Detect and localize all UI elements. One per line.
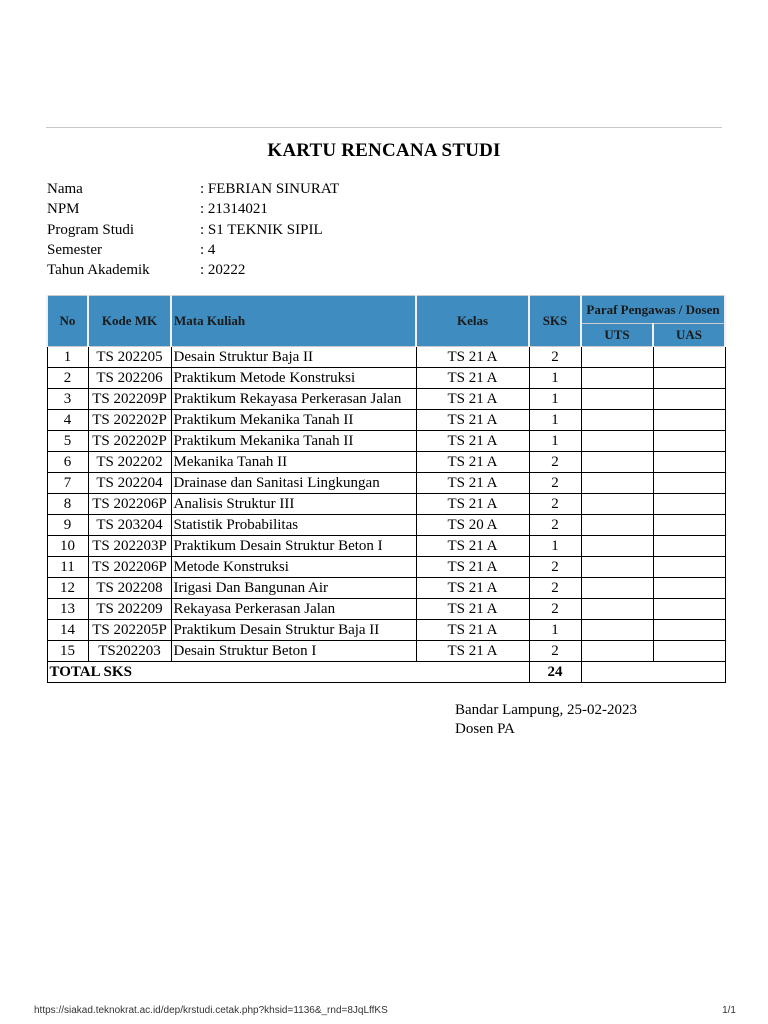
- cell-uas-signature: [653, 410, 725, 431]
- cell-kode-mk: TS 202203P: [88, 536, 171, 557]
- print-footer: [34, 1005, 736, 1016]
- cell-uas-signature: [653, 452, 725, 473]
- cell-sks: 1: [529, 536, 581, 557]
- cell-sks: 2: [529, 641, 581, 662]
- cell-uts-signature: [581, 452, 653, 473]
- info-label: Nama: [47, 181, 83, 197]
- cell-no: 3: [47, 389, 88, 410]
- table-row: [47, 515, 725, 536]
- info-row: [47, 260, 339, 280]
- cell-mata-kuliah: Desain Struktur Beton I: [171, 641, 416, 662]
- top-divider: [46, 127, 722, 128]
- cell-uas-signature: [653, 557, 725, 578]
- cell-kelas: TS 21 A: [416, 473, 529, 494]
- info-row: [47, 240, 339, 260]
- cell-mata-kuliah: Mekanika Tanah II: [171, 452, 416, 473]
- table-row: [47, 473, 725, 494]
- cell-sks: 1: [529, 389, 581, 410]
- info-value: : FEBRIAN SINURAT: [200, 181, 340, 197]
- cell-mata-kuliah: Rekayasa Perkerasan Jalan: [171, 599, 416, 620]
- header-sks: SKS: [529, 296, 581, 347]
- cell-mata-kuliah: Desain Struktur Baja II: [171, 347, 416, 368]
- cell-kelas: TS 21 A: [416, 389, 529, 410]
- header-paraf: Paraf Pengawas / Dosen: [581, 296, 725, 324]
- cell-sks: 2: [529, 347, 581, 368]
- cell-uts-signature: [581, 368, 653, 389]
- table-row: [47, 431, 725, 452]
- cell-sks: 2: [529, 515, 581, 536]
- header-mata-kuliah: Mata Kuliah: [171, 296, 416, 347]
- cell-no: 1: [47, 347, 88, 368]
- cell-mata-kuliah: Praktikum Rekayasa Perkerasan Jalan: [171, 389, 416, 410]
- cell-kode-mk: TS 202205P: [88, 620, 171, 641]
- cell-no: 10: [47, 536, 88, 557]
- cell-kelas: TS 21 A: [416, 452, 529, 473]
- cell-uts-signature: [581, 347, 653, 368]
- info-value: : 20222: [200, 262, 246, 279]
- cell-kode-mk: TS 202205: [88, 347, 171, 368]
- cell-uas-signature: [653, 368, 725, 389]
- cell-no: 2: [47, 368, 88, 389]
- cell-sks: 1: [529, 431, 581, 452]
- cell-sks: 2: [529, 473, 581, 494]
- info-value: : 21314021: [200, 201, 268, 218]
- cell-kode-mk: TS 202209P: [88, 389, 171, 410]
- cell-uts-signature: [581, 557, 653, 578]
- info-label: Tahun Akademik: [47, 262, 150, 279]
- info-value: : S1 TEKNIK SIPIL: [200, 221, 323, 238]
- course-table: [46, 295, 726, 683]
- cell-no: 13: [47, 599, 88, 620]
- cell-mata-kuliah: Drainase dan Sanitasi Lingkungan: [171, 473, 416, 494]
- cell-uas-signature: [653, 515, 725, 536]
- table-row: [47, 410, 725, 431]
- cell-kode-mk: TS 203204: [88, 515, 171, 536]
- header-kode-mk: Kode MK: [88, 296, 171, 347]
- header-uts: UTS: [581, 324, 653, 347]
- cell-mata-kuliah: Metode Konstruksi: [171, 557, 416, 578]
- cell-kode-mk: TS 202204: [88, 473, 171, 494]
- info-label: Program Studi: [47, 221, 135, 238]
- table-row: [47, 368, 725, 389]
- cell-kelas: TS 21 A: [416, 431, 529, 452]
- cell-uas-signature: [653, 347, 725, 368]
- info-value: : 4: [200, 241, 216, 258]
- cell-kelas: TS 21 A: [416, 599, 529, 620]
- cell-kelas: TS 20 A: [416, 515, 529, 536]
- table-row: [47, 599, 725, 620]
- cell-no: 14: [47, 620, 88, 641]
- student-info: [47, 179, 339, 280]
- cell-uas-signature: [653, 620, 725, 641]
- cell-kode-mk: TS 202206: [88, 368, 171, 389]
- cell-uas-signature: [653, 641, 725, 662]
- cell-sks: 2: [529, 452, 581, 473]
- info-label: NPM: [47, 201, 80, 218]
- cell-uas-signature: [653, 536, 725, 557]
- cell-uts-signature: [581, 431, 653, 452]
- table-row: [47, 641, 725, 662]
- cell-uts-signature: [581, 473, 653, 494]
- cell-kode-mk: TS 202209: [88, 599, 171, 620]
- cell-no: 4: [47, 410, 88, 431]
- cell-uts-signature: [581, 494, 653, 515]
- cell-uas-signature: [653, 473, 725, 494]
- cell-kelas: TS 21 A: [416, 410, 529, 431]
- cell-uts-signature: [581, 410, 653, 431]
- footer-url: https://siakad.teknokrat.ac.id/dep/krstudi.cetak.php?khsid=1136&_rnd=8JqLffKS: [34, 1005, 388, 1016]
- cell-sks: 1: [529, 368, 581, 389]
- cell-mata-kuliah: Praktikum Mekanika Tanah II: [171, 431, 416, 452]
- cell-uas-signature: [653, 431, 725, 452]
- cell-kelas: TS 21 A: [416, 578, 529, 599]
- cell-sks: 2: [529, 599, 581, 620]
- cell-kelas: TS 21 A: [416, 641, 529, 662]
- table-row: [47, 347, 725, 368]
- signature-block: [455, 701, 637, 739]
- cell-uts-signature: [581, 536, 653, 557]
- total-value: 24: [529, 662, 581, 683]
- cell-no: 12: [47, 578, 88, 599]
- table-row: [47, 620, 725, 641]
- header-kelas: Kelas: [416, 296, 529, 347]
- cell-uts-signature: [581, 578, 653, 599]
- cell-no: 11: [47, 557, 88, 578]
- total-label: TOTAL SKS: [47, 662, 529, 683]
- cell-mata-kuliah: Praktikum Metode Konstruksi: [171, 368, 416, 389]
- header-no: No: [47, 296, 88, 347]
- cell-no: 6: [47, 452, 88, 473]
- cell-mata-kuliah: Praktikum Mekanika Tanah II: [171, 410, 416, 431]
- cell-kode-mk: TS 202208: [88, 578, 171, 599]
- cell-kode-mk: TS 202206P: [88, 494, 171, 515]
- cell-kode-mk: TS 202202: [88, 452, 171, 473]
- total-row: [47, 662, 725, 683]
- cell-mata-kuliah: Statistik Probabilitas: [171, 515, 416, 536]
- cell-kelas: TS 21 A: [416, 347, 529, 368]
- total-signature: [581, 662, 725, 683]
- cell-uts-signature: [581, 389, 653, 410]
- cell-sks: 1: [529, 410, 581, 431]
- cell-kelas: TS 21 A: [416, 557, 529, 578]
- table-row: [47, 452, 725, 473]
- cell-uts-signature: [581, 599, 653, 620]
- signature-role: Dosen PA: [455, 721, 515, 737]
- info-row: [47, 179, 339, 199]
- cell-kelas: TS 21 A: [416, 368, 529, 389]
- table-row: [47, 494, 725, 515]
- cell-uts-signature: [581, 641, 653, 662]
- cell-uts-signature: [581, 515, 653, 536]
- cell-uas-signature: [653, 494, 725, 515]
- cell-uas-signature: [653, 389, 725, 410]
- cell-sks: 1: [529, 620, 581, 641]
- cell-kode-mk: TS202203: [88, 641, 171, 662]
- cell-mata-kuliah: Praktikum Desain Struktur Beton I: [171, 536, 416, 557]
- footer-page: 1/1: [722, 1005, 736, 1016]
- table-row: [47, 389, 725, 410]
- cell-sks: 2: [529, 557, 581, 578]
- document-title: KARTU RENCANA STUDI: [267, 140, 501, 161]
- table-row: [47, 536, 725, 557]
- info-row: [47, 220, 339, 240]
- cell-kelas: TS 21 A: [416, 494, 529, 515]
- cell-sks: 2: [529, 494, 581, 515]
- cell-kode-mk: TS 202202P: [88, 410, 171, 431]
- cell-uts-signature: [581, 620, 653, 641]
- cell-no: 8: [47, 494, 88, 515]
- cell-uas-signature: [653, 578, 725, 599]
- cell-no: 9: [47, 515, 88, 536]
- info-label: Semester: [47, 241, 102, 258]
- cell-sks: 2: [529, 578, 581, 599]
- table-row: [47, 557, 725, 578]
- cell-kode-mk: TS 202202P: [88, 431, 171, 452]
- cell-mata-kuliah: Irigasi Dan Bangunan Air: [171, 578, 416, 599]
- cell-no: 7: [47, 473, 88, 494]
- cell-kelas: TS 21 A: [416, 620, 529, 641]
- cell-mata-kuliah: Praktikum Desain Struktur Baja II: [171, 620, 416, 641]
- cell-mata-kuliah: Analisis Struktur III: [171, 494, 416, 515]
- place-date: Bandar Lampung, 25-02-2023: [455, 702, 638, 718]
- cell-no: 5: [47, 431, 88, 452]
- header-uas: UAS: [653, 324, 725, 347]
- cell-no: 15: [47, 641, 88, 662]
- cell-uas-signature: [653, 599, 725, 620]
- info-row: [47, 199, 339, 219]
- cell-kode-mk: TS 202206P: [88, 557, 171, 578]
- cell-kelas: TS 21 A: [416, 536, 529, 557]
- table-row: [47, 578, 725, 599]
